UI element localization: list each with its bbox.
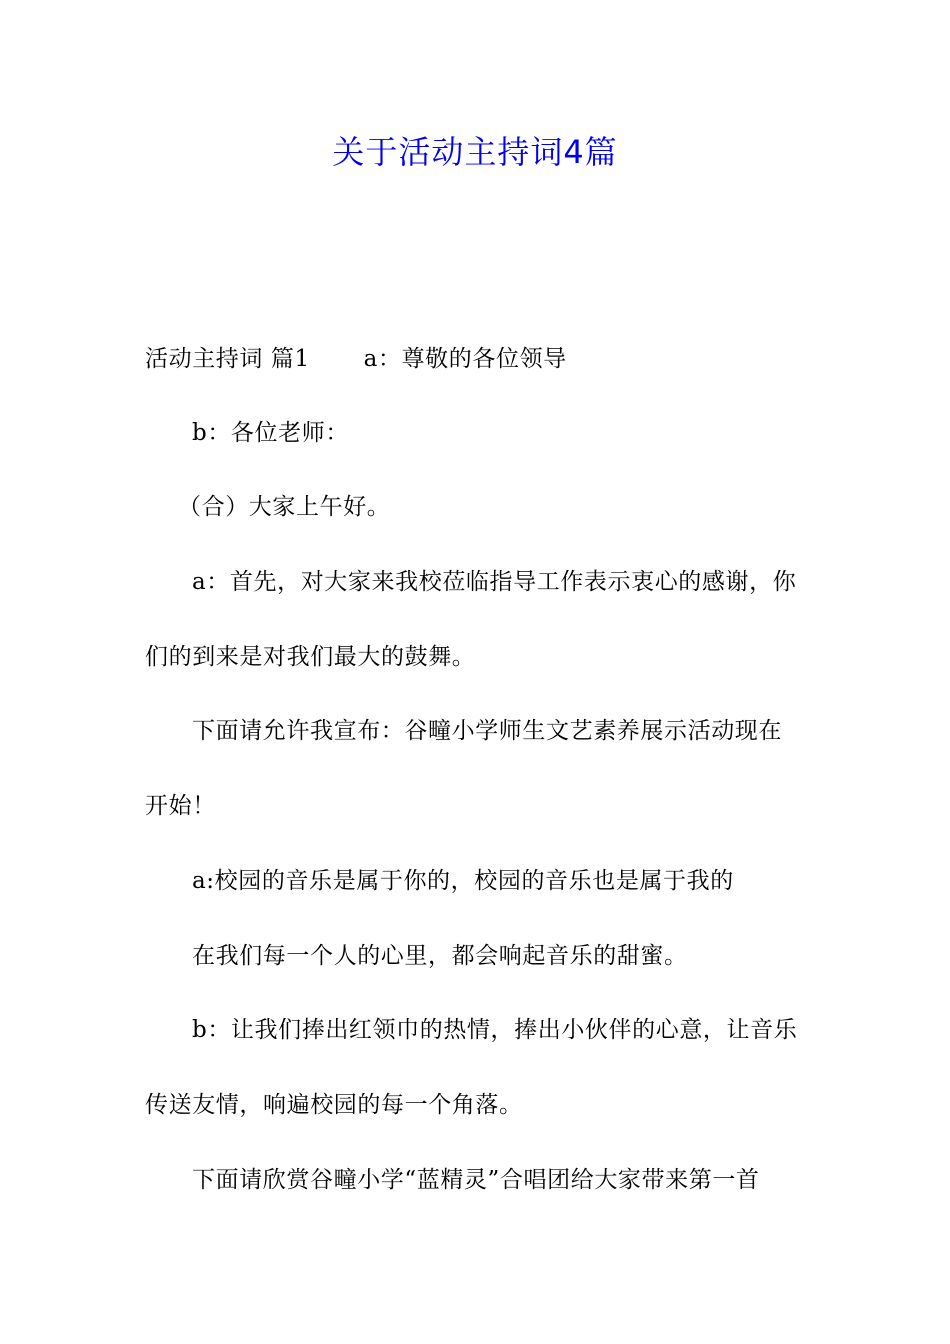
dialog-line: 们的到来是对我们最大的鼓舞。 (145, 644, 476, 670)
dialog-line: 下面请欣赏谷疃小学“蓝精灵”合唱团给大家带来第一首 (192, 1167, 760, 1193)
dialog-line: b：各位老师： (192, 420, 349, 446)
document-title: 关于活动主持词4篇 (332, 133, 618, 171)
dialog-line: a：尊敬的各位领导 (363, 346, 567, 372)
dialog-line: 开始！ (145, 793, 216, 819)
dialog-line: b：让我们捧出红领巾的热情，捧出小伙伴的心意，让音乐 (192, 1017, 798, 1043)
dialog-line: 下面请允许我宣布：谷疃小学师生文艺素养展示活动现在 (192, 718, 782, 744)
dialog-line: 在我们每一个人的心里，都会响起音乐的甜蜜。 (192, 943, 688, 969)
dialog-line: a:校园的音乐是属于你的，校园的音乐也是属于我的 (192, 868, 734, 894)
section-heading: 活动主持词 篇1 (145, 346, 310, 372)
dialog-line: （合）大家上午好。 (178, 494, 391, 520)
section-heading-line (145, 343, 567, 375)
dialog-line: a：首先，对大家来我校莅临指导工作表示衷心的感谢，你 (192, 569, 797, 595)
dialog-line: 传送友情，响遍校园的每一个角落。 (145, 1092, 523, 1118)
